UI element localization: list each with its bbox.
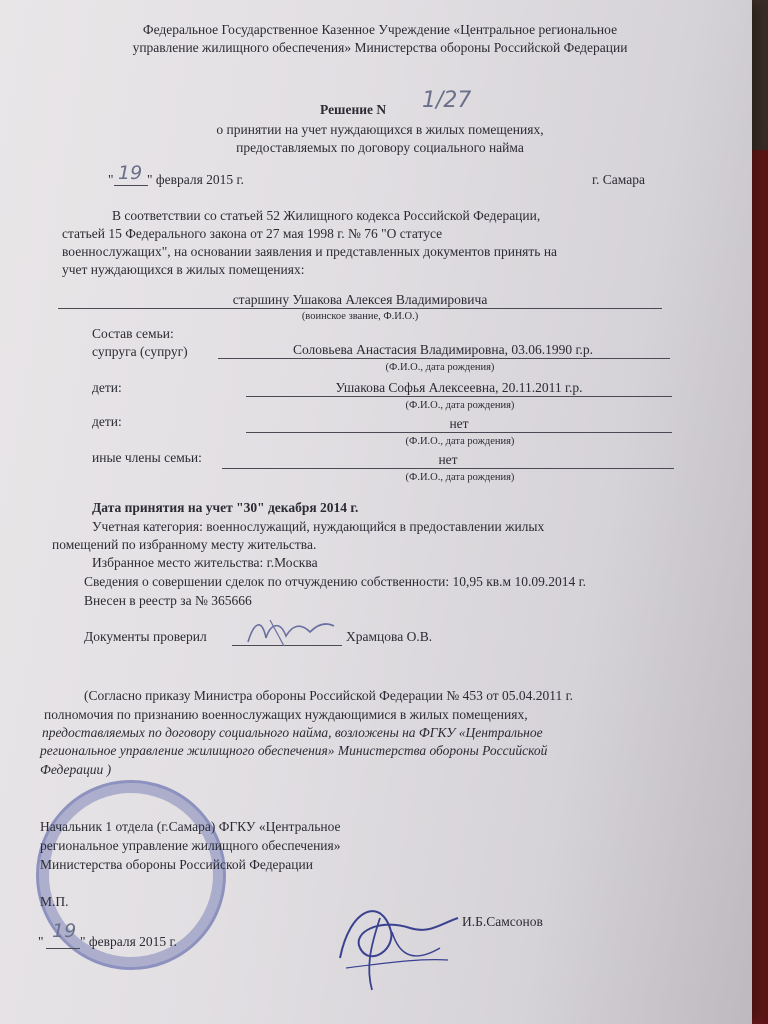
children-1-underline xyxy=(246,396,672,397)
footer-date: " февраля 2015 г. xyxy=(80,934,177,949)
category-line-1: Учетная категория: военнослужащий, нуждающийся в предоставлении жилых xyxy=(92,519,545,534)
signer-name: И.Б.Самсонов xyxy=(462,914,543,929)
others-underline xyxy=(222,468,674,469)
spouse-underline xyxy=(218,358,670,359)
note-line-1: (Согласно приказу Министра обороны Российской Федерации № 453 от 05.04.2011 г. xyxy=(84,688,574,703)
chief-line-1: Начальник 1 отдела (г.Самара) ФГКУ «Центральное xyxy=(40,819,341,834)
category-line-2: помещений по избранному месту жительства. xyxy=(52,537,317,552)
spouse-value: Соловьева Анастасия Владимировна, 03.06.1990 г.р. xyxy=(292,342,594,357)
body-line-4: учет нуждающихся в жилых помещениях: xyxy=(62,262,305,277)
note-line-2: полномочия по признанию военнослужащих нуждающимися в жилых помещениях, xyxy=(44,707,528,722)
children-1-label: дети: xyxy=(92,380,122,395)
body-line-1: В соответствии со статьей 52 Жилищного кодекса Российской Федерации, xyxy=(112,208,541,223)
children-1-value: Ушакова Софья Алексеевна, 20.11.2011 г.р. xyxy=(335,380,583,395)
person-caption: (воинское звание, Ф.И.О.) xyxy=(301,311,419,322)
checked-name: Храмцова О.В. xyxy=(346,629,433,644)
decision-subtitle-line-1: о принятии на учет нуждающихся в жилых помещениях, xyxy=(216,122,544,137)
decision-number: 1/27 xyxy=(422,88,472,113)
children-2-caption: (Ф.И.О., дата рождения) xyxy=(405,436,515,447)
spouse-label: супруга (супруг) xyxy=(92,344,188,359)
note-line-4: региональное управление жилищного обеспечения» Министерства обороны Российской xyxy=(40,743,548,758)
children-1-caption: (Ф.И.О., дата рождения) xyxy=(405,400,515,411)
org-header-line-1: Федеральное Государственное Казенное Учреждение «Центральное региональное xyxy=(142,22,618,37)
decision-date: " февраля 2015 г. xyxy=(147,172,244,187)
children-2-value: нет xyxy=(449,416,469,431)
footer-date-underline xyxy=(46,948,80,949)
note-line-5: Федерации ) xyxy=(40,762,112,777)
registry-number: Внесен в реестр за № 365666 xyxy=(84,593,252,608)
children-2-underline xyxy=(246,432,672,433)
person-underline xyxy=(58,308,662,309)
checker-signature xyxy=(240,612,340,652)
footer-date-open-quote: " xyxy=(38,934,44,949)
decision-date-day: 19 xyxy=(118,162,143,184)
decision-city: г. Самара xyxy=(592,172,645,187)
decision-date-open-quote: " xyxy=(108,172,114,187)
chief-line-3: Министерства обороны Российской Федерации xyxy=(40,857,313,872)
decision-subtitle-line-2: предоставляемых по договору социального найма xyxy=(236,140,524,155)
footer-date-day: 19 xyxy=(52,920,77,942)
children-2-label: дети: xyxy=(92,414,122,429)
stamp-place-label: М.П. xyxy=(40,894,69,909)
registration-date: Дата принятия на учет "30" декабря 2014 г. xyxy=(92,500,359,515)
family-heading: Состав семьи: xyxy=(92,326,174,341)
checked-label: Документы проверил xyxy=(84,629,207,644)
body-line-3: военнослужащих", на основании заявления и представленных документов принять на xyxy=(62,244,558,259)
note-line-3: предоставляемых по договору социального найма, возложены на ФГКУ «Центральное xyxy=(42,725,543,740)
others-caption: (Ф.И.О., дата рождения) xyxy=(405,472,515,483)
person-name: старшину Ушакова Алексея Владимировича xyxy=(232,292,488,307)
chief-line-2: региональное управление жилищного обеспечения» xyxy=(40,838,341,853)
decision-title: Решение N xyxy=(320,102,387,117)
chosen-residence: Избранное место жительства: г.Москва xyxy=(92,555,318,570)
others-value: нет xyxy=(438,452,458,467)
deals-info: Сведения о совершении сделок по отчуждению собственности: 10,95 кв.м 10.09.2014 г. xyxy=(84,574,586,589)
chief-signature xyxy=(320,888,470,998)
spouse-caption: (Ф.И.О., дата рождения) xyxy=(385,362,495,373)
body-line-2: статьей 15 Федерального закона от 27 мая 1998 г. № 76 "О статусе xyxy=(62,226,443,241)
date-underline xyxy=(114,185,148,186)
org-header-line-2: управление жилищного обеспечения» Министерства обороны Российской Федерации xyxy=(132,40,628,55)
others-label: иные члены семьи: xyxy=(92,450,202,465)
